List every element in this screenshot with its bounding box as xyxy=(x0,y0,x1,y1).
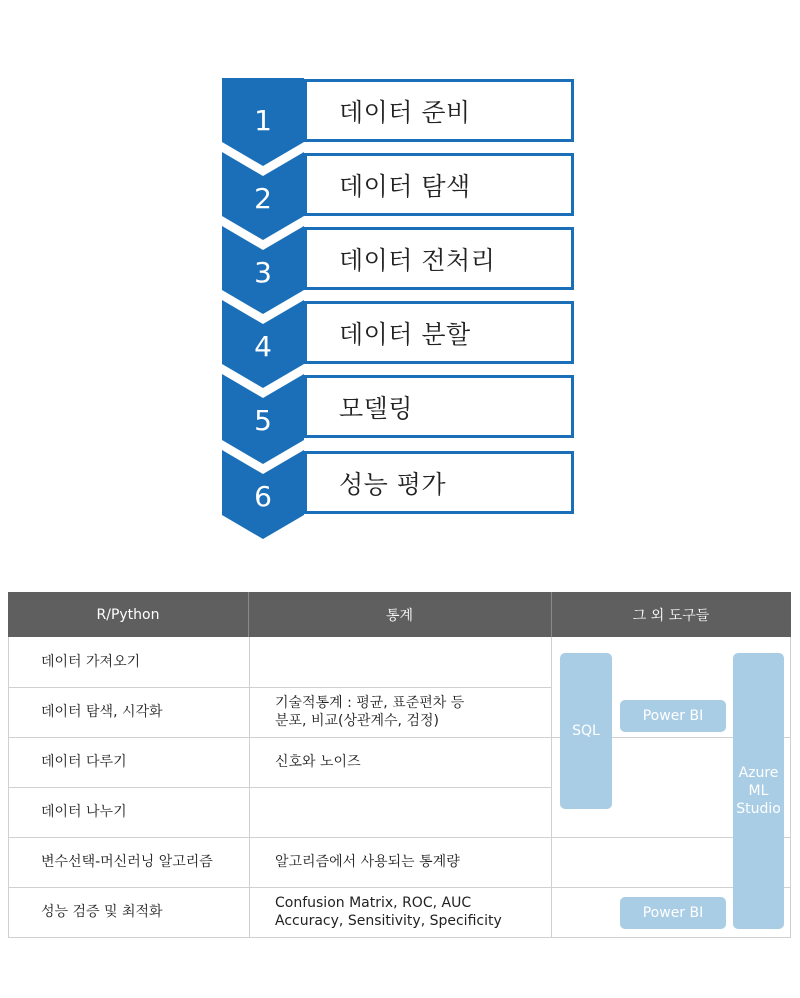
table-row-6-stats xyxy=(275,887,502,937)
task-text: 데이터 가져오기 xyxy=(41,654,141,670)
step-number-2: 2 xyxy=(254,182,272,215)
step-box-6 xyxy=(304,451,574,514)
tool-azure-label: Studio xyxy=(736,801,781,817)
step-number-3: 3 xyxy=(254,256,272,289)
table-row-3-stats xyxy=(275,737,361,787)
step-label-5: 모델링 xyxy=(339,393,413,423)
table-row-6-task xyxy=(41,887,163,937)
table-body xyxy=(8,637,791,938)
table-row-3-task xyxy=(41,737,127,787)
stats-text: 기술적통계 : 평균, 표준편차 등 xyxy=(275,695,465,711)
step-number-6: 6 xyxy=(254,480,272,513)
stats-text: Accuracy, Sensitivity, Specificity xyxy=(275,913,502,929)
step-label-3: 데이터 전처리 xyxy=(339,245,496,275)
tool-powerbi-bottom xyxy=(620,897,726,929)
process-steps xyxy=(222,78,578,543)
step-label-4: 데이터 분할 xyxy=(339,319,471,349)
task-text: 데이터 탐색, 시각화 xyxy=(41,704,163,720)
stats-text: 알고리즘에서 사용되는 통계량 xyxy=(275,854,460,870)
step-number-1: 1 xyxy=(254,104,272,137)
tool-powerbi-top xyxy=(620,700,726,732)
tool-azure-label: ML xyxy=(748,783,769,799)
step-box-4 xyxy=(304,301,574,364)
tool-sql-label: SQL xyxy=(572,723,600,739)
step-box-5 xyxy=(304,375,574,438)
step-label-1: 데이터 준비 xyxy=(339,97,471,127)
tool-azure-ml-studio xyxy=(733,653,784,929)
table-row-4-task xyxy=(41,787,127,837)
table-row-5-stats xyxy=(275,837,460,887)
task-text: 데이터 다루기 xyxy=(41,754,127,770)
table-row-2-stats xyxy=(275,687,464,737)
tool-azure-label: Azure xyxy=(738,765,779,781)
step-box-3 xyxy=(304,227,574,290)
table-row-5-task xyxy=(41,837,213,887)
stats-text: Confusion Matrix, ROC, AUC xyxy=(275,895,472,911)
step-label-6: 성능 평가 xyxy=(339,469,447,499)
task-text: 데이터 나누기 xyxy=(41,804,127,820)
header-other-tools: 그 외 도구들 xyxy=(632,607,710,624)
stats-text: 신호와 노이즈 xyxy=(275,754,361,770)
header-statistics: 통계 xyxy=(385,607,414,624)
tool-powerbi-label: Power BI xyxy=(642,905,704,921)
table-row-1-task xyxy=(41,637,140,687)
task-text: 변수선택-머신러닝 알고리즘 xyxy=(41,854,213,870)
header-r-python: R/Python xyxy=(96,606,160,623)
step-number-4: 4 xyxy=(254,330,272,363)
tool-sql xyxy=(560,653,612,809)
tool-powerbi-label: Power BI xyxy=(642,708,704,724)
table-row-2-task xyxy=(41,687,163,737)
step-box-1 xyxy=(304,79,574,142)
step-label-2: 데이터 탐색 xyxy=(339,171,471,201)
step-number-5: 5 xyxy=(254,404,272,437)
column-divider xyxy=(551,637,552,937)
step-box-2 xyxy=(304,153,574,216)
stats-text: 분포, 비교(상관계수, 검정) xyxy=(275,713,439,729)
task-text: 성능 검증 및 최적화 xyxy=(41,904,163,920)
table-header xyxy=(8,592,791,637)
